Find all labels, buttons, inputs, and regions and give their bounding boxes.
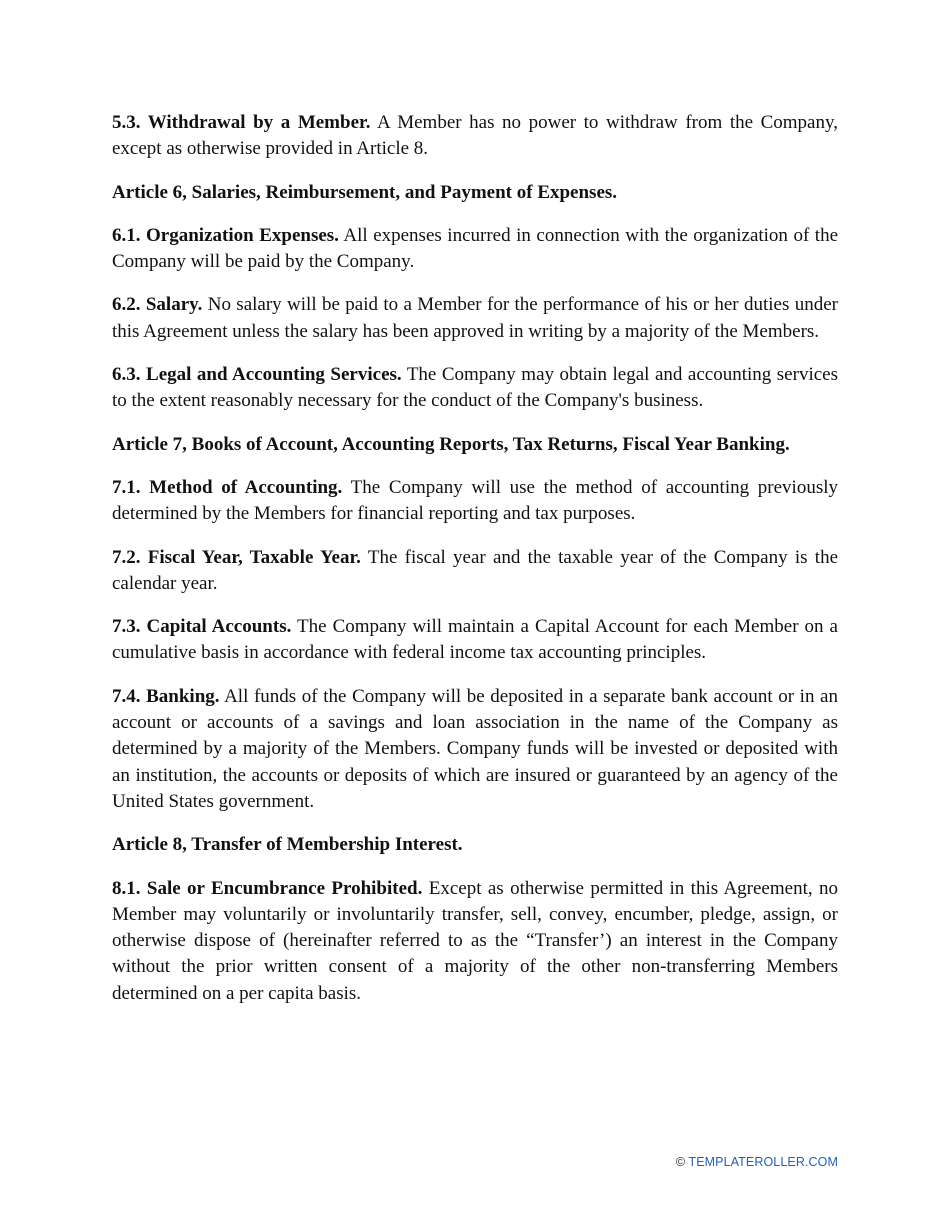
article-6-heading: Article 6, Salaries, Reimbursement, and Payment of Expenses.	[112, 181, 618, 203]
section-text: A Member has no power to withdraw from the Company, except as otherwise provided in Article 8.	[112, 112, 838, 160]
section-6-1	[112, 223, 838, 276]
footer-site-link[interactable]: TEMPLATEROLLER.COM	[688, 1155, 838, 1169]
section-term: 7.2. Fiscal Year, Taxable Year.	[112, 546, 361, 568]
section-term: 7.1. Method of Accounting.	[112, 476, 343, 498]
section-text: The Company will use the method of accounting previously determined by the Members for financial reporting and tax purposes.	[112, 476, 838, 525]
document-page	[112, 110, 838, 1024]
section-text: No salary will be paid to a Member for the performance of his or her duties under this Agreement unless the salary has been approved in writing by a majority of the Members.	[112, 294, 839, 342]
section-7-3	[112, 614, 838, 667]
copyright-symbol: ©	[675, 1155, 686, 1169]
section-text: All funds of the Company will be deposited in a separate bank account or in an account or accounts of a savings and loan association in the name of the Company as determined by a majority of the Members. Company funds will be invested or deposited with an institution, the accounts or deposits of which are insured or guaranteed by an agency of the United States government.	[112, 685, 838, 812]
section-text: All expenses incurred in connection with the organization of the Company will be paid by the Company.	[112, 224, 839, 273]
section-text: Except as otherwise permitted in this Agreement, no Member may voluntarily or involuntarily transfer, sell, convey, encumber, pledge, assign, or otherwise dispose of (hereinafter referred to as the “Transfer’) an interest in the Company without the prior written consent of a majority of the other non-transferring Members determined on a per capita basis.	[112, 877, 838, 1004]
section-5-3	[112, 110, 838, 163]
section-term: 8.1. Sale or Encumbrance Prohibited.	[112, 877, 423, 899]
section-term: 5.3. Withdrawal by a Member.	[112, 112, 371, 133]
article-8-heading: Article 8, Transfer of Membership Interest.	[112, 834, 463, 856]
article-7-heading: Article 7, Books of Account, Accounting Reports, Tax Returns, Fiscal Year Banking.	[112, 433, 790, 455]
section-text: The fiscal year and the taxable year of the Company is the calendar year.	[112, 546, 838, 594]
section-term: 7.3. Capital Accounts.	[112, 616, 292, 638]
section-term: 6.3. Legal and Accounting Services.	[112, 364, 402, 386]
section-8-1	[112, 876, 838, 1007]
section-text: The Company will maintain a Capital Account for each Member on a cumulative basis in accordance with federal income tax accounting principles.	[112, 616, 838, 664]
section-term: 6.1. Organization Expenses.	[112, 224, 339, 246]
section-7-1	[112, 475, 838, 528]
section-7-4	[112, 684, 838, 815]
section-term: 6.2. Salary.	[112, 294, 203, 316]
section-6-3	[112, 362, 838, 415]
section-text: The Company may obtain legal and accounting services to the extent reasonably necessary for the conduct of the Company's business.	[112, 364, 838, 412]
section-term: 7.4. Banking.	[112, 685, 220, 707]
footer-copyright	[676, 1155, 838, 1169]
section-7-2	[112, 545, 838, 598]
section-6-2	[112, 292, 838, 345]
